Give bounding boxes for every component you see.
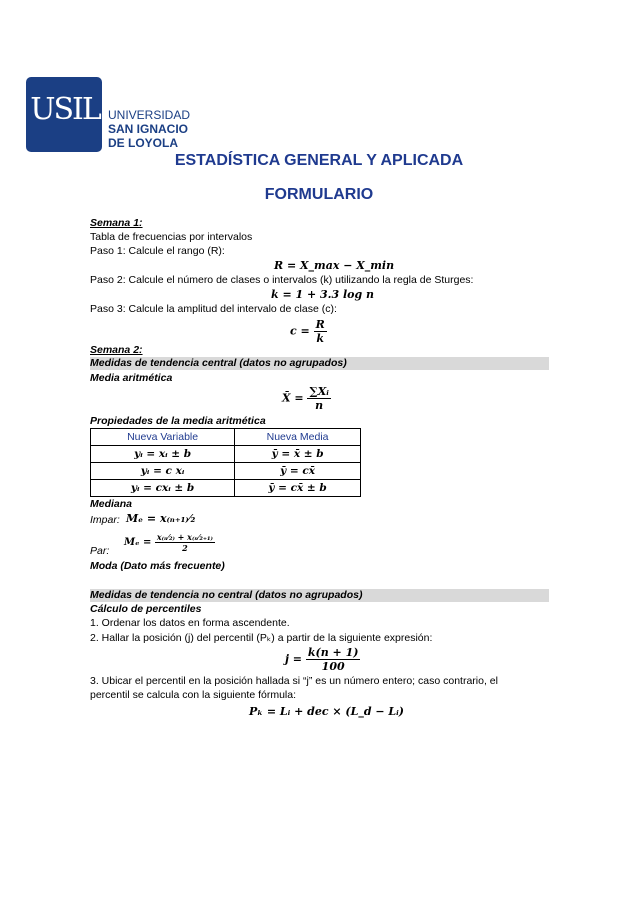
formula-mediana-par-den: 2	[182, 543, 188, 553]
propiedades-table	[90, 428, 361, 497]
table-row	[91, 463, 361, 480]
formula-mediana-par	[124, 532, 215, 553]
formula-mediana-impar: Mₑ = x₍ₙ₊₁₎⁄₂	[126, 512, 196, 525]
course-title: ESTADÍSTICA GENERAL Y APLICADA	[174, 152, 464, 169]
semana1-intro: Tabla de frecuencias por intervalos	[90, 231, 253, 243]
formula-percentil: Pₖ = Lᵢ + dec × (L_d − Lᵢ)	[249, 705, 404, 718]
university-line-3: DE LOYOLA	[108, 136, 179, 150]
mediana-label: Mediana	[90, 498, 133, 510]
formula-media-num: ∑Xᵢ	[309, 385, 329, 398]
formula-amplitud-num: R	[315, 318, 325, 331]
university-line-2: SAN IGNACIO	[108, 122, 189, 136]
table-cell: ȳ = cx̄ ± b	[235, 480, 361, 497]
formula-posicion-j	[285, 646, 360, 673]
section-central-heading: Medidas de tendencia central (datos no agrupados)	[90, 357, 549, 370]
table-header: Nueva Media	[235, 429, 361, 446]
document-title: FORMULARIO	[264, 186, 374, 203]
table-cell: yᵢ = xᵢ ± b	[91, 446, 235, 463]
table-header-row	[91, 429, 361, 446]
par-label: Par:	[90, 545, 110, 557]
paso-percentil-3-line1: 3. Ubicar el percentil en la posición hallada si “j” es un número entero; caso contrario, el	[90, 675, 498, 687]
propiedades-label: Propiedades de la media aritmética	[90, 415, 266, 427]
formula-mediana-par-num: x₍ₙ⁄₂₎ + x₍ₙ⁄₂₊₁₎	[156, 532, 213, 542]
table-header: Nueva Variable	[91, 429, 235, 446]
percentiles-label: Cálculo de percentiles	[90, 603, 202, 615]
formula-amplitud-den: k	[316, 332, 324, 345]
paso1-text: Paso 1: Calcule el rango (R):	[90, 245, 225, 257]
formula-amplitud	[290, 318, 327, 345]
table-cell: yᵢ = c xᵢ	[91, 463, 235, 480]
table-row	[91, 480, 361, 497]
formula-media-lhs: X̄ =	[282, 391, 304, 405]
formula-media-den: n	[315, 399, 324, 412]
table-cell: ȳ = cx̄	[235, 463, 361, 480]
paso-percentil-3-line2: percentil se calcula con la siguiente fórmula:	[90, 689, 297, 701]
formula-j-lhs: j =	[285, 652, 303, 666]
formula-rango: R = X_max − X_min	[274, 259, 395, 272]
paso-percentil-1: 1. Ordenar los datos en forma ascendente.	[90, 617, 290, 629]
formula-media	[282, 385, 331, 412]
semana1-heading: Semana 1:	[90, 217, 143, 229]
logo-mark: USIL	[30, 92, 100, 127]
paso-percentil-2: 2. Hallar la posición (j) del percentil (Pₖ) a partir de la siguiente expresión:	[90, 632, 433, 644]
paso2-text: Paso 2: Calcule el número de clases o intervalos (k) utilizando la regla de Sturges:	[90, 274, 474, 286]
paso3-text: Paso 3: Calcule la amplitud del intervalo de clase (c):	[90, 303, 337, 315]
table-row	[91, 446, 361, 463]
media-label: Media aritmética	[90, 372, 173, 384]
formula-mediana-par-lhs: Mₑ =	[124, 537, 152, 548]
impar-label: Impar:	[90, 514, 120, 526]
moda-label: Moda (Dato más frecuente)	[90, 560, 225, 572]
semana2-heading: Semana 2:	[90, 344, 143, 356]
table-cell: ȳ = x̄ ± b	[235, 446, 361, 463]
formula-j-num: k(n + 1)	[307, 646, 359, 659]
formula-amplitud-lhs: c =	[290, 324, 310, 338]
university-line-1: UNIVERSIDAD	[108, 108, 191, 122]
formula-j-den: 100	[321, 660, 345, 673]
table-cell: yᵢ = cxᵢ ± b	[91, 480, 235, 497]
section-no-central-heading: Medidas de tendencia no central (datos no agrupados)	[90, 589, 549, 602]
formula-sturges: k = 1 + 3.3 log n	[271, 288, 375, 301]
